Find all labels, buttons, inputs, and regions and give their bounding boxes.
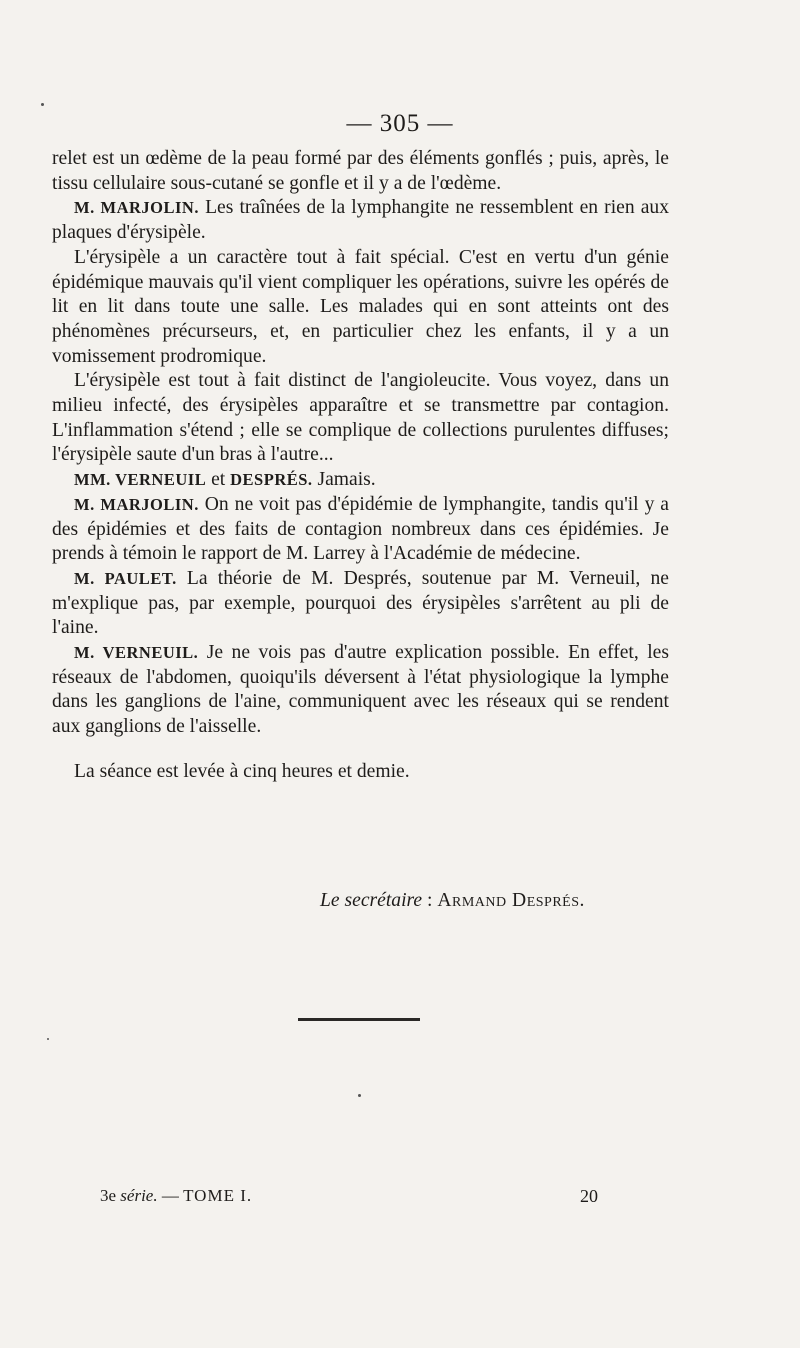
paragraph-4 bbox=[52, 369, 669, 468]
footer-sheet-number: 20 bbox=[580, 1186, 598, 1206]
paragraph-1 bbox=[52, 147, 669, 196]
paragraph-text: On ne voit pas d'épidémie de lymphangite, tandis qu'il y a des épidémies et des faits de contagion nombreux dans ces épidémies. Je prends à témoin le rapport de M. Larrey à l'Académie de médecine. bbox=[52, 493, 669, 565]
paragraph-8 bbox=[52, 641, 669, 740]
speaker-name: M. MARJOLIN. bbox=[74, 494, 199, 514]
paragraph-text: Jamais. bbox=[312, 469, 376, 491]
signature bbox=[320, 890, 585, 912]
paragraph-text: relet est un œdème de la peau formé par des éléments gonflés ; puis, après, le tissu cellulaire sous-cutané se gonfle et il y a de l'œdème. bbox=[52, 148, 669, 194]
speaker-joiner: et bbox=[206, 469, 231, 491]
body-text bbox=[52, 147, 669, 785]
page-number: — 305 — bbox=[346, 110, 454, 137]
paragraph-6 bbox=[52, 493, 669, 567]
speaker-name: M. MARJOLIN. bbox=[74, 198, 199, 218]
paragraph-text: Les traînées de la lymphangite ne ressemblent en rien aux plaques d'érysipèle. bbox=[52, 197, 670, 244]
paragraph-text: Je ne vois pas d'autre explication possible. En effet, les réseaux de l'abdomen, quoiqu'ils déversent à l'état physiologique la lymphe dans les ganglions de l'aine, communiquent avec les réseaux qui se rendent aux ganglions de l'aisselle. bbox=[52, 642, 669, 738]
paper-speck bbox=[358, 1094, 361, 1097]
paper-speck bbox=[41, 103, 44, 106]
paragraph-2 bbox=[52, 196, 669, 245]
paragraph-5 bbox=[52, 468, 669, 493]
speaker-name: M. VERNEUIL. bbox=[74, 643, 199, 663]
paper-speck bbox=[47, 1038, 49, 1040]
signature-role: Le secrétaire bbox=[320, 890, 423, 911]
tome-label: TOME I. bbox=[183, 1186, 253, 1205]
paragraph-text: L'érysipèle a un caractère tout à fait spécial. C'est en vertu d'un génie épidémique mauvais qu'il vient compliquer les opérations, suivre les opérés de lit en lit dans toute une salle. Les malades qui en sont atteints ont des phénomènes précurseurs, et, en particulier chez les enfants, il y a un vomissement prodromique. bbox=[52, 246, 669, 367]
series-number: 3e bbox=[100, 1186, 117, 1205]
series-word: série. bbox=[116, 1186, 158, 1205]
speaker-name: MM. VERNEUIL bbox=[74, 470, 207, 490]
footer-dash: — bbox=[157, 1186, 184, 1205]
paragraph-7 bbox=[52, 567, 669, 641]
footer-series bbox=[100, 1186, 252, 1206]
closing-line: La séance est levée à cinq heures et demie. bbox=[74, 760, 410, 782]
signature-name: Armand Després. bbox=[437, 890, 585, 911]
speaker-name-2: DESPRÉS. bbox=[230, 470, 313, 490]
paragraph-text: La théorie de M. Després, soutenue par M. Verneuil, ne m'explique pas, par exemple, pourquoi des érysipèles s'arrêtent au pli de l'aine. bbox=[52, 567, 669, 639]
signature-separator: : bbox=[422, 890, 438, 911]
paragraph-3 bbox=[52, 246, 669, 370]
speaker-name: M. PAULET. bbox=[74, 568, 177, 588]
paragraph-text: L'érysipèle est tout à fait distinct de l'angioleucite. Vous voyez, dans un milieu infecté, des érysipèles apparaître et se transmettre par contagion. L'inflammation s'étend ; elle se complique de collections purulentes diffuses; l'érysipèle saute d'un bras à l'autre... bbox=[52, 370, 669, 466]
section-rule bbox=[298, 1018, 420, 1021]
